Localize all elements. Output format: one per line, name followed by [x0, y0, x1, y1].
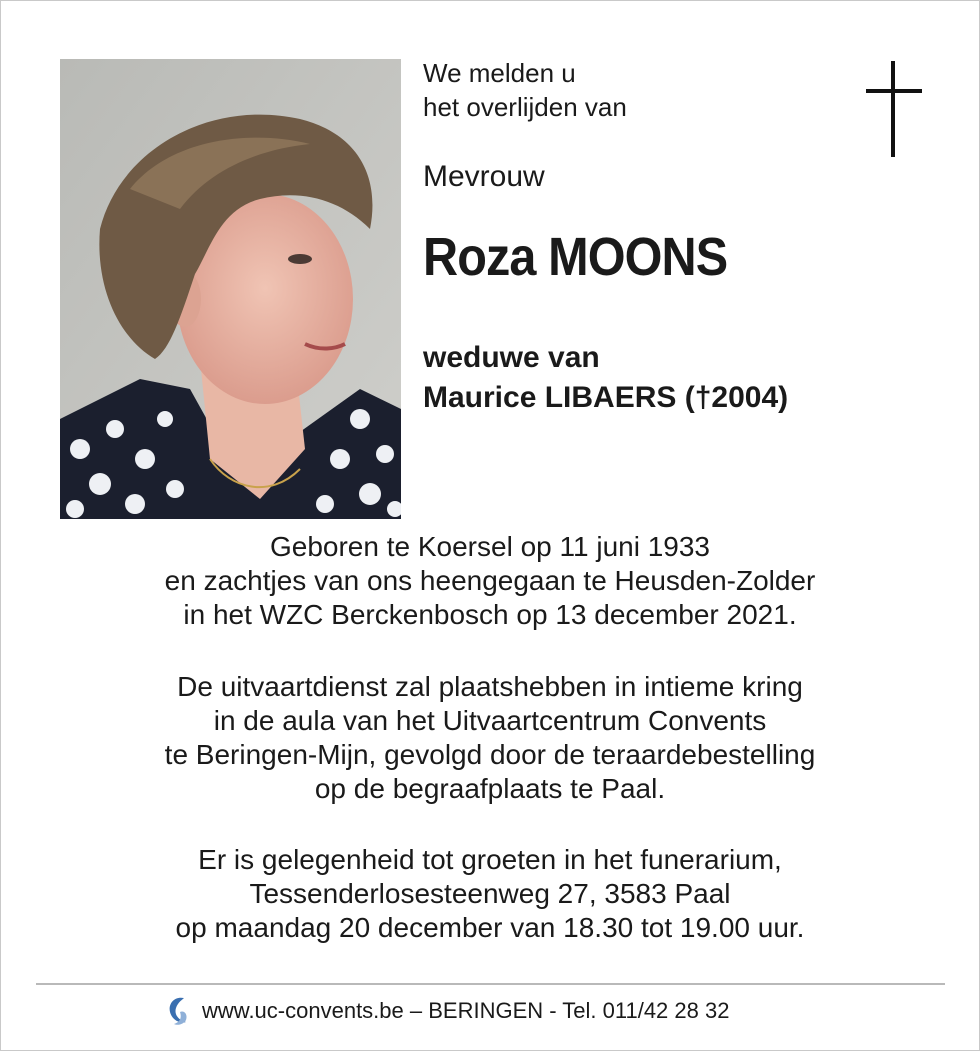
intro-line: het overlijden van	[423, 92, 627, 122]
birth-paragraph	[60, 530, 920, 632]
funeral-home-logo-icon	[166, 994, 190, 1028]
text-line: Geboren te Koersel op 11 juni 1933	[269, 531, 710, 562]
text-line: in de aula van het Uitvaartcentrum Convents	[213, 705, 767, 736]
text-line: Er is gelegenheid tot groeten in het funerarium,	[198, 844, 782, 875]
text-line: in het WZC Berckenbosch op 13 december 2021.	[183, 599, 797, 630]
text-line: Tessenderlosesteenweg 27, 3583 Paal	[249, 878, 731, 909]
intro-line: We melden u	[423, 58, 576, 88]
text-line: op de begraafplaats te Paal.	[314, 773, 666, 804]
text-line: en zachtjes van ons heengegaan te Heusden-Zolder	[164, 565, 816, 596]
deceased-name: Roza MOONS	[423, 227, 728, 287]
text-line: te Beringen-Mijn, gevolgd door de teraardebestelling	[164, 739, 816, 770]
spouse-line: weduwe van	[423, 341, 600, 374]
footer-contact: www.uc-convents.be – BERINGEN - Tel. 011/42 28 32	[202, 998, 730, 1023]
visitation-paragraph	[60, 843, 920, 945]
announcement-intro	[423, 56, 627, 124]
text-line: De uitvaartdienst zal plaatshebben in intieme kring	[177, 671, 803, 702]
footer-divider	[36, 983, 945, 985]
funeral-paragraph	[60, 670, 920, 806]
footer	[166, 993, 729, 1029]
text-line: op maandag 20 december van 18.30 tot 19.00 uur.	[175, 912, 805, 943]
spouse-line: Maurice LIBAERS (†2004)	[423, 381, 789, 414]
portrait-photo	[60, 59, 401, 519]
honorific-title: Mevrouw	[423, 160, 545, 193]
spouse-info	[423, 338, 788, 418]
cross-icon	[866, 61, 922, 157]
